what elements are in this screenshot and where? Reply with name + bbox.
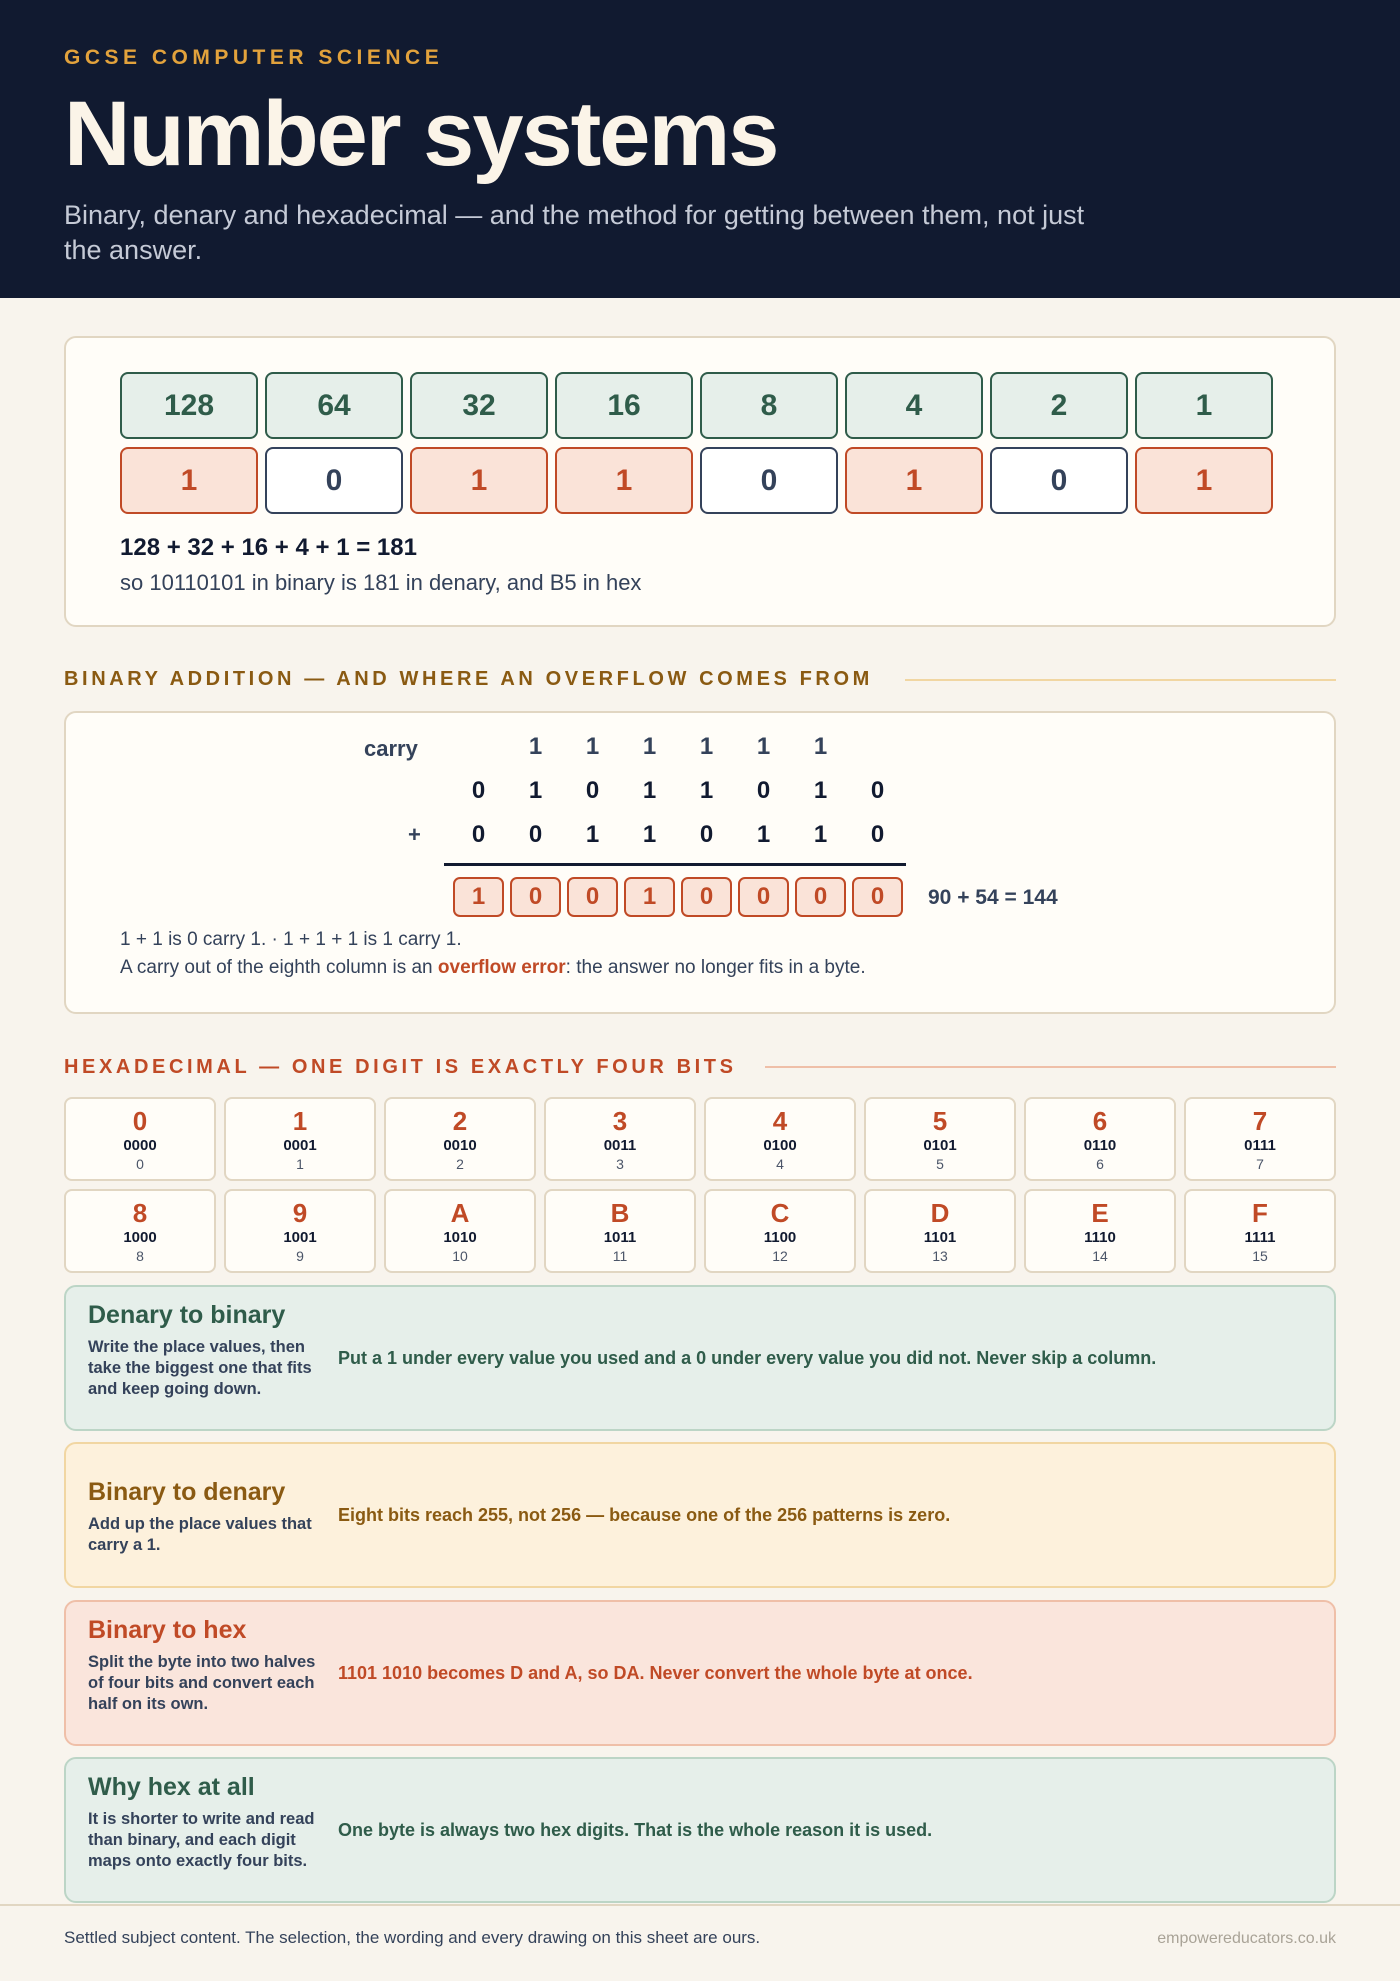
hex-binary: 1101 <box>923 1229 957 1246</box>
hex-digit: 2 <box>452 1106 468 1136</box>
method-description: It is shorter to write and read than binary, and each digit maps onto exactly four bits. <box>88 1810 315 1870</box>
hex-binary: 1010 <box>443 1229 477 1246</box>
bit-cell: 0 <box>700 447 838 514</box>
carry-digit: 1 <box>756 733 771 760</box>
result-digit: 0 <box>681 877 732 917</box>
footer-rule <box>0 1904 1400 1906</box>
footer-site: empowereducators.co.uk <box>1157 1930 1336 1947</box>
hex-cell <box>384 1189 536 1273</box>
hex-denary: 14 <box>1092 1248 1108 1264</box>
hex-digit: 1 <box>292 1106 308 1136</box>
addition-heading: BINARY ADDITION — AND WHERE AN OVERFLOW COMES FROM <box>64 668 873 690</box>
hex-cell <box>544 1189 696 1273</box>
operand-b-digit: 1 <box>813 821 828 848</box>
hex-denary: 13 <box>932 1248 948 1264</box>
hex-heading: HEXADECIMAL — ONE DIGIT IS EXACTLY FOUR BITS <box>64 1056 737 1078</box>
method-description: Split the byte into two halves of four bits and convert each half on its own. <box>88 1653 316 1713</box>
method-title: Denary to binary <box>88 1301 286 1329</box>
operand-a-digit: 0 <box>870 777 885 804</box>
operand-b-digit: 1 <box>642 821 657 848</box>
addition-note-overflow: A carry out of the eighth column is an overflow error: the answer no longer fits in a byte. <box>120 957 866 978</box>
place-value-4: 4 <box>845 372 983 439</box>
carry-digit: 1 <box>813 733 828 760</box>
hex-denary: 2 <box>456 1156 464 1172</box>
hex-digit: F <box>1252 1198 1268 1228</box>
addition-check: 90 + 54 = 144 <box>928 886 1058 909</box>
place-value-sum: 128 + 32 + 16 + 4 + 1 = 181 <box>120 534 417 561</box>
hex-binary: 1000 <box>123 1229 157 1246</box>
hex-digit: A <box>450 1198 470 1228</box>
result-digit: 0 <box>510 877 561 917</box>
hex-digit: 0 <box>132 1106 148 1136</box>
bit-cell: 1 <box>1135 447 1273 514</box>
carry-label: carry <box>364 736 418 761</box>
method-title: Why hex at all <box>88 1773 255 1801</box>
hex-cell <box>864 1189 1016 1273</box>
hex-denary: 4 <box>776 1156 784 1172</box>
carry-digit: 1 <box>642 733 657 760</box>
hex-binary: 0010 <box>443 1137 477 1154</box>
hex-cell <box>704 1097 856 1181</box>
result-digit: 0 <box>795 877 846 917</box>
hex-cell <box>704 1189 856 1273</box>
hex-table <box>64 1097 1336 1273</box>
bit-cell: 0 <box>990 447 1128 514</box>
place-value-grid <box>120 372 1273 514</box>
method-why-hex <box>64 1757 1336 1903</box>
place-value-32: 32 <box>410 372 548 439</box>
operand-b-digit: 0 <box>699 821 714 848</box>
hex-denary: 6 <box>1096 1156 1104 1172</box>
hex-denary: 12 <box>772 1248 788 1264</box>
method-tip: Eight bits reach 255, not 256 — because one of the 256 patterns is zero. <box>338 1504 951 1525</box>
hex-digit: E <box>1091 1198 1109 1228</box>
method-description: Write the place values, then take the biggest one that fits and keep going down. <box>88 1338 312 1398</box>
page-title: Number systems <box>64 83 778 185</box>
hex-binary: 0100 <box>763 1137 797 1154</box>
place-value-16: 16 <box>555 372 693 439</box>
hex-denary: 0 <box>136 1156 144 1172</box>
addition-heading-rule <box>905 679 1336 681</box>
place-value-8: 8 <box>700 372 838 439</box>
hex-denary: 8 <box>136 1248 144 1264</box>
operand-b-digit: 0 <box>528 821 543 848</box>
sum-rule <box>444 863 906 866</box>
hex-cell <box>384 1097 536 1181</box>
hex-denary: 9 <box>296 1248 304 1264</box>
hex-binary: 0110 <box>1083 1137 1117 1154</box>
hex-digit: 5 <box>932 1106 948 1136</box>
hex-digit: 4 <box>772 1106 788 1136</box>
operand-a-digit: 0 <box>471 777 486 804</box>
method-tip: One byte is always two hex digits. That is the whole reason it is used. <box>338 1819 933 1840</box>
hex-cell <box>64 1097 216 1181</box>
method-denary-to-binary <box>64 1285 1336 1431</box>
bit-cell: 1 <box>845 447 983 514</box>
hex-binary: 0011 <box>603 1137 637 1154</box>
hex-cell <box>1184 1097 1336 1181</box>
hex-denary: 1 <box>296 1156 304 1172</box>
hex-digit: C <box>770 1198 790 1228</box>
hex-cell <box>224 1097 376 1181</box>
course-kicker: GCSE COMPUTER SCIENCE <box>64 46 444 69</box>
operand-b-digit: 0 <box>870 821 885 848</box>
hex-denary: 3 <box>616 1156 624 1172</box>
method-binary-to-denary <box>64 1442 1336 1588</box>
hex-denary: 15 <box>1252 1248 1268 1264</box>
hex-digit: 3 <box>612 1106 628 1136</box>
result-digit: 1 <box>453 877 504 917</box>
place-value-64: 64 <box>265 372 403 439</box>
bit-cell: 1 <box>410 447 548 514</box>
plus-sign: + <box>408 822 421 847</box>
hex-binary: 1001 <box>283 1229 317 1246</box>
carry-digit: 1 <box>699 733 714 760</box>
hex-binary: 0101 <box>923 1137 957 1154</box>
addition-note-carry: 1 + 1 is 0 carry 1. · 1 + 1 + 1 is 1 carry 1. <box>120 929 462 950</box>
hex-cell <box>1184 1189 1336 1273</box>
result-digit: 0 <box>567 877 618 917</box>
hex-digit: 7 <box>1252 1106 1268 1136</box>
page-subtitle: Binary, denary and hexadecimal — and the method for getting between them, not just the answer. <box>64 200 1085 265</box>
footer-note: Settled subject content. The selection, the wording and every drawing on this sheet are ours. <box>64 1928 761 1947</box>
hex-cell <box>224 1189 376 1273</box>
hex-digit: 6 <box>1092 1106 1108 1136</box>
method-tip: Put a 1 under every value you used and a 0 under every value you did not. Never skip a column. <box>338 1347 1157 1368</box>
method-title: Binary to hex <box>88 1616 247 1644</box>
hex-cell <box>1024 1189 1176 1273</box>
hex-digit: D <box>930 1198 950 1228</box>
hex-denary: 5 <box>936 1156 944 1172</box>
method-tip: 1101 1010 becomes D and A, so DA. Never convert the whole byte at once. <box>338 1662 973 1683</box>
result-digit: 1 <box>624 877 675 917</box>
header-banner <box>0 0 1400 298</box>
hex-heading-rule <box>765 1066 1336 1068</box>
operand-b-digit: 1 <box>756 821 771 848</box>
hex-cell <box>1024 1097 1176 1181</box>
operand-a-digit: 1 <box>642 777 657 804</box>
hex-denary: 10 <box>452 1248 468 1264</box>
place-value-card <box>64 336 1336 627</box>
overflow-error-term: overflow error <box>437 957 566 978</box>
operand-b-digit: 1 <box>585 821 600 848</box>
operand-b-digit: 0 <box>471 821 486 848</box>
place-value-2: 2 <box>990 372 1128 439</box>
place-value-note: so 10110101 in binary is 181 in denary, and B5 in hex <box>120 570 642 595</box>
operand-a-digit: 1 <box>699 777 714 804</box>
method-binary-to-hex <box>64 1600 1336 1746</box>
method-description: Add up the place values that carry a 1. <box>88 1515 312 1554</box>
hex-binary: 1110 <box>1084 1229 1116 1246</box>
place-value-1: 1 <box>1135 372 1273 439</box>
addition-card <box>64 711 1336 1014</box>
hex-cell <box>864 1097 1016 1181</box>
hex-digit: 9 <box>292 1198 308 1228</box>
hex-denary: 7 <box>1256 1156 1264 1172</box>
result-digit: 0 <box>852 877 903 917</box>
hex-binary: 1011 <box>603 1229 637 1246</box>
method-title: Binary to denary <box>88 1478 286 1506</box>
hex-digit: 8 <box>132 1198 148 1228</box>
operand-a-digit: 0 <box>756 777 771 804</box>
bit-cell: 1 <box>120 447 258 514</box>
hex-cell <box>64 1189 216 1273</box>
operand-a-digit: 0 <box>585 777 600 804</box>
carry-digit: 1 <box>528 733 543 760</box>
place-value-128: 128 <box>120 372 258 439</box>
bit-cell: 0 <box>265 447 403 514</box>
hex-cell <box>544 1097 696 1181</box>
operand-a-digit: 1 <box>813 777 828 804</box>
hex-digit: B <box>610 1198 630 1228</box>
hex-binary: 1100 <box>763 1229 797 1246</box>
operand-a-digit: 1 <box>528 777 543 804</box>
result-digit: 0 <box>738 877 789 917</box>
bit-cell: 1 <box>555 447 693 514</box>
carry-digit: 1 <box>585 733 600 760</box>
hex-binary: 0000 <box>123 1137 157 1154</box>
hex-binary: 1111 <box>1244 1229 1276 1246</box>
hex-binary: 0001 <box>283 1137 317 1154</box>
hex-binary: 0111 <box>1244 1137 1276 1154</box>
hex-denary: 11 <box>612 1248 628 1264</box>
